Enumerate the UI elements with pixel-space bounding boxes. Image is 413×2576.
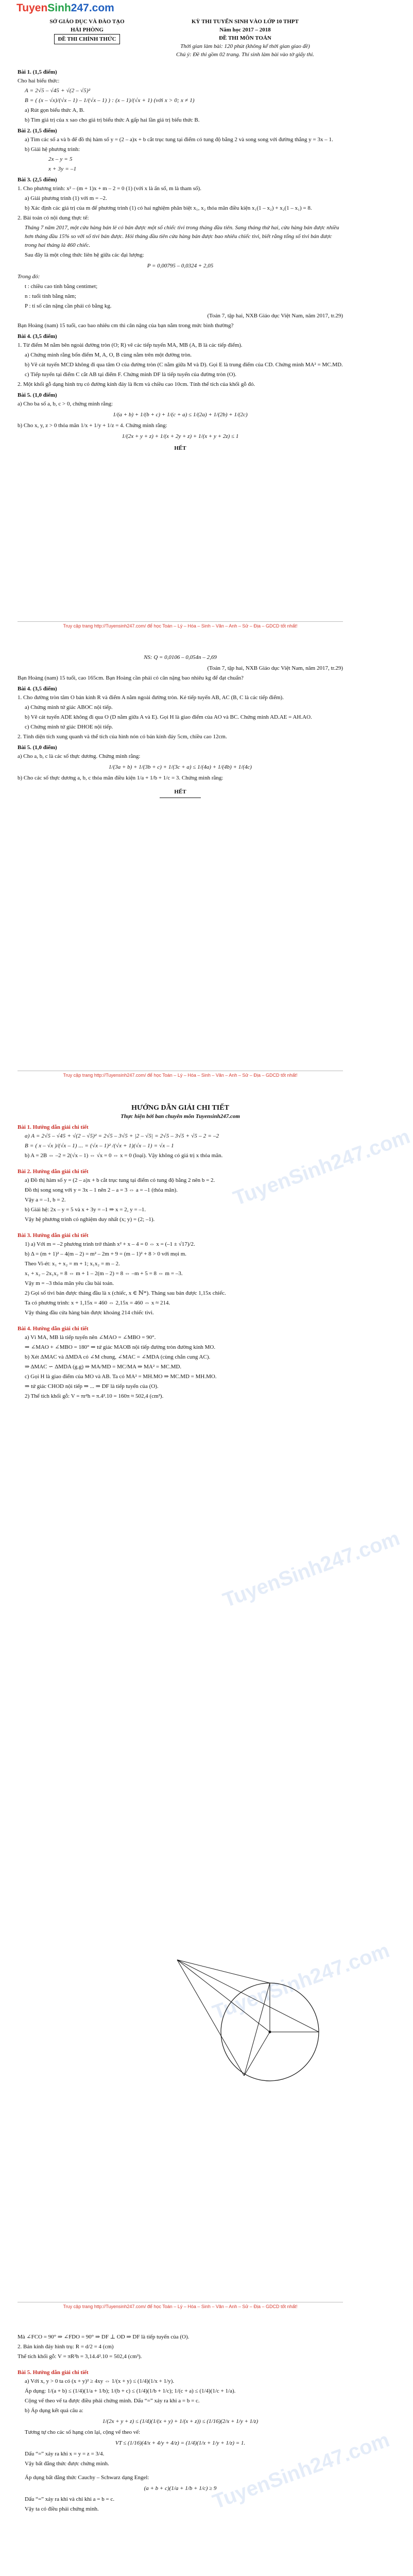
footer-text: Truy cập trang http://Tuyensinh247.com/ để học Toán – Lý – Hóa – Sinh – Văn – Anh – Sử – Địa – GDCD tốt nhất! [63, 623, 298, 629]
solution-3-title: Bài 3. Hướng dẫn giải chi tiết [18, 1232, 89, 1239]
solution-3h: Vậy tháng đầu cửa hàng bán được khoảng 214 chiếc tivi. [25, 1310, 154, 1316]
exam-time: Thời gian làm bài: 120 phút (không kể thời gian giao đề) [180, 43, 310, 49]
brand-part-1: Tuyen [16, 2, 48, 14]
exam-line-1: KỲ THI TUYỂN SINH VÀO LỚP 10 THPT [192, 19, 299, 25]
solution-4e: c) Gọi H là giao điểm của MO và AB. Ta có MA² = MH.MO ⇒ MC.MD = MH.MO. [25, 1374, 217, 1380]
where-label: Trong đó: [18, 274, 40, 280]
question-4-1: 1. Từ điểm M nằm bên ngoài đường tròn (O; R) vẽ các tiếp tuyến MA, MB (A, B là các tiếp điểm). [18, 342, 243, 348]
solution-2e: Vậy hệ phương trình có nghiệm duy nhất (x; y) = (2; –1). [25, 1216, 155, 1223]
solution-3c: Theo Vi-ét: x₁ + x₂ = m + 1; x₁x₂ = m – 2. [25, 1261, 120, 1267]
solution-5h: Dấu “=” xảy ra khi x = y = z = 3/4. [25, 2451, 105, 2457]
solution-5i: Vậy bất đẳng thức được chứng minh. [25, 2461, 109, 2467]
solution-5f: Tương tự cho các số hạng còn lại, cộng vế theo vế: [25, 2429, 141, 2435]
solution-5d: b) Áp dụng kết quả câu a: [25, 2408, 83, 2414]
p2-b4-title: Bài 4. (3,5 điểm) [18, 686, 57, 692]
brand-part-2: Sinh [47, 2, 71, 14]
def-p: P : tỉ số cân nặng cần phải có bằng kg. [25, 303, 112, 309]
p2-b5-title: Bài 5. (1,0 điểm) [18, 744, 57, 751]
question-3-2: 2. Bài toán có nội dung thực tế: [18, 215, 89, 221]
p2-line-3: b) Vẽ cát tuyến ADE không đi qua O (D nằm giữa A và E). Gọi H là giao điểm của AO và BC. Chứng minh AD.AE = AH.AO. [25, 714, 312, 720]
expression-b: B = ( (x – √x)/(√x – 1) – 1/(√x – 1) ) : (x – 1)/(√x + 1) (với x > 0; x ≠ 1) [25, 97, 195, 104]
question-3-1a: a) Giải phương trình (1) với m = –2. [25, 195, 107, 201]
question-4-title: Bài 4. (3,5 điểm) [18, 333, 57, 340]
solution-1c: b) A = 2B ⇔ –2 = 2(√x – 1) ⇔ √x = 0 ⇔ x = 0 (loại). Vậy không có giá trị x thỏa mãn. [25, 1153, 223, 1159]
question-5-title: Bài 5. (1,0 điểm) [18, 392, 57, 398]
question-3-2-text: Tháng 7 năm 2017, một cửa hàng bán lẻ có bán được một số chiếc tivi trong tháng đầu tiên. Sang tháng thứ hai, cửa hàng bán được nhiều hơn tháng đầu 15% so với số tivi bán được. Hỏi tháng đầu tiên cửa hàng bán được bao nhiêu chiếc tivi, biết rằng tổng số tivi bán được trong hai tháng là 460 chiếc. [25, 225, 339, 248]
solution-3g: Ta có phương trình: x + 1,15x = 460 ⇔ 2,15x = 460 ⇔ x ≈ 214. [25, 1300, 170, 1306]
question-4-1b: b) Vẽ cát tuyến MCD không đi qua tâm O của đường tròn (C nằm giữa M và D). Gọi E là trung điểm của CD. Chứng minh MA² = MC.MD. [25, 362, 343, 368]
question-2-title: Bài 2. (1,5 điểm) [18, 128, 57, 134]
p2-para: Bạn Hoàng (nam) 15 tuổi, cao 165cm. Bạn Hoàng cần phải có cân nặng bao nhiêu kg để đạt chuẩn? [18, 675, 244, 681]
solution-5a: a) Với x, y > 0 ta có (x + y)² ≥ 4xy ⇔ 1/(x + y) ≤ (1/4)(1/x + 1/y). [25, 2378, 175, 2384]
solution-5b: Áp dụng: 1/(a + b) ≤ (1/4)(1/a + 1/b); 1/(b + c) ≤ (1/4)(1/b + 1/c); 1/(c + a) ≤ (1/4)(1/c + 1/a). [25, 2388, 236, 2394]
solution-3b: b) Δ = (m + 1)² – 4(m – 2) = m² – 2m + 9 = (m – 1)² + 8 > 0 với mọi m. [25, 1251, 186, 1257]
p2-source: (Toán 7, tập hai, NXB Giáo dục Việt Nam, năm 2017, tr.29) [207, 665, 343, 671]
page-2-footer[interactable] [18, 1071, 343, 1078]
solution-footer-1[interactable] [18, 2302, 343, 2309]
p2-end-marker: HẾT [174, 789, 186, 795]
question-4-2: 2. Một khối gỗ dạng hình trụ có đường kính đáy là 8cm và chiều cao 10cm. Tính thể tích của khối gỗ đó. [18, 381, 255, 387]
system-eq-1: 2x – y = 5 [48, 156, 73, 162]
dept-line-1: SỞ GIÁO DỤC VÀ ĐÀO TẠO [49, 19, 125, 25]
solution-2a: a) Đồ thị hàm số y = (2 – a)x + b cắt trục tung tại điểm có tung độ bằng 2 nên b = 2. [25, 1177, 215, 1183]
question-1-intro: Cho hai biểu thức: [18, 78, 60, 84]
solution-3a: 1) a) Với m = –2 phương trình trở thành x² + x – 4 = 0 ⇔ x = (–1 ± √17)/2. [25, 1241, 195, 1247]
solution-5j: Áp dụng bất đẳng thức Cauchy – Schwarz dạng Engel: [25, 2475, 149, 2481]
brand-logo[interactable] [16, 2, 114, 14]
solution-title: HƯỚNG DẪN GIẢI CHI TIẾT [131, 1104, 229, 1112]
p2-inequality: 1/(3a + b) + 1/(3b + c) + 1/(3c + a) ≤ 1/(4a) + 1/(4b) + 1/(4c) [109, 764, 252, 770]
solution-body-2 [18, 2333, 343, 2515]
question-4-1c: c) Tiếp tuyến tại điểm C cắt AB tại điểm F. Chứng minh DF là tiếp tuyến của đường tròn (O). [25, 371, 236, 378]
footer-text-3: Truy cập trang http://Tuyensinh247.com/ để học Toán – Lý – Hóa – Sinh – Văn – Anh – Sử – Địa – GDCD tốt nhất! [63, 2304, 298, 2309]
solution-4a: a) Vì MA, MB là tiếp tuyến nên ∠MAO = ∠MBO = 90°. [25, 1334, 156, 1341]
solution-4b: ⇒ ∠MAO + ∠MBO = 180° ⇒ tứ giác MAOB nội tiếp đường tròn đường kính MO. [25, 1344, 216, 1350]
solution-5k: (a + b + c)(1/a + 1/b + 1/c) ≥ 9 [144, 2485, 217, 2492]
exam-page-2 [12, 644, 348, 1083]
solution-subtitle: Thực hiện bởi ban chuyên môn Tuyensinh247.com [121, 1113, 240, 1120]
source-ref: (Toán 7, tập hai, NXB Giáo dục Việt Nam, năm 2017, tr.29) [207, 313, 343, 319]
brand-part-3: 247.com [71, 2, 114, 14]
exam-body [18, 66, 343, 453]
watermark-1: TuyenSinh247.com [230, 1125, 413, 1210]
question-3-title: Bài 3. (2,5 điểm) [18, 177, 57, 183]
solution-page-1 [12, 1094, 413, 2314]
solution-5-title: Bài 5. Hướng dẫn giải chi tiết [18, 2369, 89, 2376]
solution-4c: b) Xét ΔMAC và ΔMDA có ∠M chung, ∠MAC = ∠MDA (cùng chắn cung AC). [25, 1354, 211, 1360]
def-t: t : chiều cao tính bằng centimet; [25, 283, 98, 290]
question-1b: b) Tìm giá trị của x sao cho giá trị biểu thức A gấp hai lần giá trị biểu thức B. [25, 117, 200, 123]
p4-line-3: Thể tích khối gỗ: V = πR²h = 3,14.4².10 = 502,4 (cm³). [18, 2353, 142, 2360]
question-2a: a) Tìm các số a và b để đồ thị hàm số y = (2 – a)x + b cắt trục tung tại điểm có tung độ bằng 2 và song song với đường thẳng y = 3x – 1. [25, 137, 333, 143]
dept-line-2: HẢI PHÒNG [71, 27, 104, 33]
footer-text-2: Truy cập trang http://Tuyensinh247.com/ để học Toán – Lý – Hóa – Sinh – Văn – Anh – Sử – Địa – GDCD tốt nhất! [63, 1073, 298, 1078]
solution-5g: VT ≤ (1/16)(4/x + 4/y + 4/z) = (1/4)(1/x + 1/y + 1/z) = 1. [115, 2440, 246, 2446]
exam-line-3: ĐỀ THI MÔN TOÁN [219, 35, 271, 41]
solution-4-title: Bài 4. Hướng dẫn giải chi tiết [18, 1326, 89, 1332]
p2-b5b: b) Cho các số thực dương a, b, c thỏa mãn điều kiện 1/a + 1/b + 1/c = 3. Chứng minh rằng: [18, 775, 223, 781]
question-3-2-q: Bạn Hoàng (nam) 15 tuổi, cao bao nhiêu cm thì cân nặng của bạn nằm trong mức bình thường? [18, 323, 234, 329]
p2-line-2: a) Chứng minh tứ giác ABOC nội tiếp. [25, 704, 113, 710]
solution-4d: ⇒ ΔMAC ∽ ΔMDA (g.g) ⇒ MA/MD = MC/MA ⇒ MA² = MC.MD. [25, 1364, 182, 1370]
page-footer[interactable] [18, 621, 343, 629]
exam-line-2: Năm học 2017 – 2018 [219, 27, 271, 33]
solution-4f: ⇒ tứ giác CHOD nội tiếp ⇒ ... ⇒ DF là tiếp tuyến của (O). [25, 1383, 159, 1389]
solution-1a: a) A = 2√5 – √45 + √(2 – √5)² = 2√5 – 3√5 + |2 – √5| = 2√5 – 3√5 + √5 – 2 = –2 [25, 1133, 219, 1139]
p2-line-4: c) Chứng minh tứ giác DHOE nội tiếp. [25, 724, 113, 730]
question-3-2-note: Sau đây là một công thức liên hệ giữa các đại lượng: [25, 252, 144, 258]
solution-5c: Cộng vế theo vế ta được điều phải chứng minh. Dấu “=” xảy ra khi a = b = c. [25, 2398, 200, 2404]
geometry-figure [167, 1944, 332, 2094]
page-2-body [18, 651, 343, 799]
watermark-4: TuyenSinh247.com [210, 2428, 393, 2514]
watermark-2: TuyenSinh247.com [220, 1527, 403, 1612]
solution-page-2 [12, 2326, 393, 2576]
inequality-a: 1/(a + b) + 1/(b + c) + 1/(c + a) ≤ 1/(2a) + 1/(2b) + 1/(2c) [113, 412, 248, 418]
solution-5e: 1/(2x + y + z) ≤ (1/4)(1/(x + y) + 1/(x + z)) ≤ (1/16)(2/x + 1/y + 1/z) [102, 2418, 259, 2425]
p2-line-1: 1. Cho đường tròn tâm O bán kính R và điểm A nằm ngoài đường tròn. Kẻ tiếp tuyến AB, AC (B, C là các tiếp điểm). [18, 694, 284, 701]
solution-2c: Vậy a = –1, b = 2. [25, 1197, 66, 1203]
question-3-1: 1. Cho phương trình: x² – (m + 1)x + m – 2 = 0 (1) (với x là ẩn số, m là tham số). [18, 185, 201, 192]
solution-3d: x₁ + x₂ – 2x₁x₂ = 8 ⇔ m + 1 – 2(m – 2) = 8 ⇔ –m + 5 = 8 ⇔ m = –3. [25, 1270, 183, 1277]
end-marker: HẾT [174, 445, 186, 451]
system-eq-2: x + 3y = –1 [48, 166, 77, 172]
def-n: n : tuổi tính bằng năm; [25, 293, 76, 299]
solution-1b: B = ( x – √x )/(√x – 1) ... = (√x – 1)² /(√x + 1)(√x – 1) = √x – 1 [25, 1143, 174, 1149]
question-1-title: Bài 1. (1,5 điểm) [18, 69, 57, 75]
p2-formula: NS: Q = 0,0106 – 0,054n – 2,69 [144, 654, 217, 660]
exam-note: Chú ý: Đề thi gồm 02 trang. Thí sinh làm bài vào tờ giấy thi. [176, 52, 315, 58]
question-4-1a: a) Chứng minh rằng bốn điểm M, A, O, B cùng nằm trên một đường tròn. [25, 352, 192, 358]
p4-line-2: 2. Bán kính đáy hình trụ: R = d/2 = 4 (cm) [18, 2344, 114, 2350]
expression-a: A = 2√5 – √45 + √(2 – √5)² [25, 88, 91, 94]
solution-3e: Vậy m = –3 thỏa mãn yêu cầu bài toán. [25, 1280, 114, 1286]
solution-5m: Vậy ta có điều phải chứng minh. [25, 2506, 99, 2512]
solution-5l: Dấu “=” xảy ra khi và chỉ khi a = b = c. [25, 2496, 115, 2502]
exam-page-1 [12, 0, 348, 633]
question-2b: b) Giải hệ phương trình: [25, 146, 80, 152]
p2-b5a: a) Cho a, b, c là các số thực dương. Chứng minh rằng: [18, 753, 141, 759]
question-3-1b: b) Xác định các giá trị của m để phương trình (1) có hai nghiệm phân biệt x₁, x₂ thỏa mãn điều kiện x₁(1 – x₂) + x₂(1 – x₁) = 8. [25, 205, 312, 211]
solution-2d: b) Giải hệ: 2x – y = 5 và x + 3y = –1 ⇒ x = 2, y = –1. [25, 1207, 146, 1213]
solution-4g: 2) Thể tích khối gỗ: V = πr²h = π.4².10 = 160π ≈ 502,4 (cm³). [25, 1393, 164, 1399]
solution-body [18, 1101, 343, 1402]
official-badge: ĐỀ THI CHÍNH THỨC [54, 34, 119, 44]
solution-1-title: Bài 1. Hướng dẫn giải chi tiết [18, 1124, 89, 1130]
question-5b: b) Cho x, y, z > 0 thỏa mãn 1/x + 1/y + 1/z = 4. Chứng minh rằng: [18, 422, 167, 429]
inequality-b: 1/(2x + y + z) + 1/(x + 2y + z) + 1/(x + y + 2z) ≤ 1 [122, 433, 239, 439]
formula: P = 0,00795 – 0,0324 + 2,05 [147, 263, 214, 269]
p4-line-1: Mà ∠FCO = 90° ⇒ ∠FDO = 90° ⇒ DF ⊥ OD ⇒ DF là tiếp tuyến của (O). [18, 2334, 190, 2340]
p2-line-5: 2. Tính diện tích xung quanh và thể tích của hình nón có bán kính đáy 5cm, chiều cao 12cm. [18, 734, 227, 740]
solution-2b: Đồ thị song song với y = 3x – 1 nên 2 – a = 3 ⇔ a = –1 (thỏa mãn). [25, 1187, 178, 1193]
solution-2-title: Bài 2. Hướng dẫn giải chi tiết [18, 1168, 89, 1175]
solution-3f: 2) Gọi số tivi bán được tháng đầu là x (chiếc, x ∈ ℕ*). Tháng sau bán được 1,15x chiếc. [25, 1290, 226, 1296]
question-1a: a) Rút gọn biểu thức A, B. [25, 107, 84, 113]
question-5a: a) Cho ba số a, b, c > 0, chứng minh rằng: [18, 401, 113, 407]
watermark-3: TuyenSinh247.com [210, 1939, 393, 2024]
